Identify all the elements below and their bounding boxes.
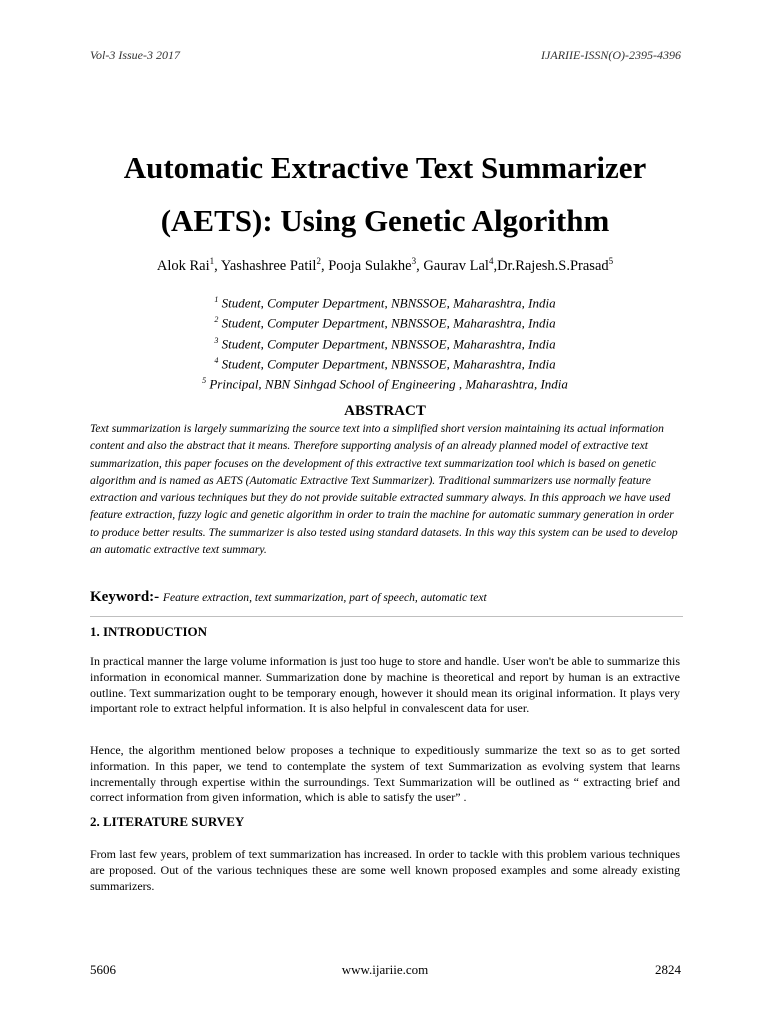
section-divider [90, 616, 683, 617]
author: Alok Rai$^1$, [156, 256, 221, 274]
paper-title-line-2: (AETS): Using Genetic Algorithm [160, 203, 610, 238]
keyword-label: Keyword:- [90, 589, 163, 605]
page-number-left: 5606 [90, 962, 116, 977]
author-superscript: 4 [488, 256, 494, 266]
author-superscript: 5 [608, 256, 614, 266]
literature-survey-heading: 2. LITERATURE SURVEY [90, 814, 245, 829]
literature-survey-paragraph: From last few years, problem of text summarization has increased. In order to tackle with this problem various techniques are proposed. Out of the various techniques these are some well known proposed examples and some already existing summarizers. [90, 847, 680, 893]
author-list [0, 256, 770, 275]
journal-volume-issue: Vol-3 Issue-3 2017 [90, 48, 180, 62]
affiliation: $^3$ Student, Computer Department, NBNSSOE, Maharashtra, India [214, 335, 556, 351]
page-number-right: 2824 [655, 962, 681, 977]
journal-issn: IJARIIE-ISSN(O)-2395-4396 [541, 48, 681, 62]
affiliation: $^2$ Student, Computer Department, NBNSSOE, Maharashtra, India [214, 315, 556, 331]
affiliation: $^4$ Student, Computer Department, NBNSSOE, Maharashtra, India [214, 355, 556, 372]
paper-title-line-1: Automatic Extractive Text Summarizer [123, 150, 647, 185]
introduction-paragraph-2: Hence, the algorithm mentioned below proposes a technique to expeditiously summarize the text so as to get sorted information. In this paper, we tend to contemplate the system of text Summarization as evolving system that learns incrementally through expertise within the surroundings. Text Summarization will be outlined as “ extracting brief and correct information from given information, which is able to satisfy the user” . [90, 743, 680, 805]
author: Pooja Sulakhe$^3$, [328, 256, 424, 274]
author: Dr.Rajesh.S.Prasad$^5$ [497, 256, 614, 274]
journal-website: www.ijariie.com [341, 962, 429, 977]
author: Gaurav Lal$^4$, [423, 256, 498, 274]
affiliation: $^5$ Principal, NBN Sinhgad School of Engineering , Maharashtra, India [202, 376, 568, 392]
affiliation: $^1$ Student, Computer Department, NBNSSOE, Maharashtra, India [214, 295, 556, 311]
abstract-body: Text summarization is largely summarizing the source text into a simplified short version maintaining its actual information content and also the abstract that it means. Therefore supporting analysis of an already planned model of extractive text summarization, this paper focuses on the development of this extractive text summarization tool which is based on genetic algorithm and is named as AETS (Automatic Extractive Text Summarizer). Traditional summarizers use normally feature extraction and various techniques but they do not provide suitable extracted summary always. In this approach we have used feature extraction, fuzzy logic and genetic algorithm in order to train the machine for automatic summary generation in order to produce better results. The summarizer is also tested using standard datasets. In this way this system can be used to develop an automatic extractive text summary. [90, 422, 678, 557]
keywords [90, 589, 683, 606]
author-superscript: 2 [316, 256, 321, 266]
author: Yashashree Patil$^2$, [220, 256, 329, 274]
author-superscript: 1 [209, 256, 215, 266]
abstract-heading: ABSTRACT [344, 403, 426, 419]
keyword-text: Feature extraction, text summarization, part of speech, automatic text [162, 591, 487, 604]
introduction-paragraph-1: In practical manner the large volume information is just too huge to store and handle. User won't be able to summarize this information in economical manner. Summarization done by machine is theoretical and report by human is an extractive outline. Text summarization ought to be temporary enough, however it should mean its original information. It plays very important role to extract helpful information. It is also helpful in convalescent data for user. [90, 654, 680, 716]
affiliation-list [0, 291, 770, 393]
introduction-heading: 1. INTRODUCTION [90, 624, 208, 639]
author-superscript: 3 [411, 256, 417, 266]
